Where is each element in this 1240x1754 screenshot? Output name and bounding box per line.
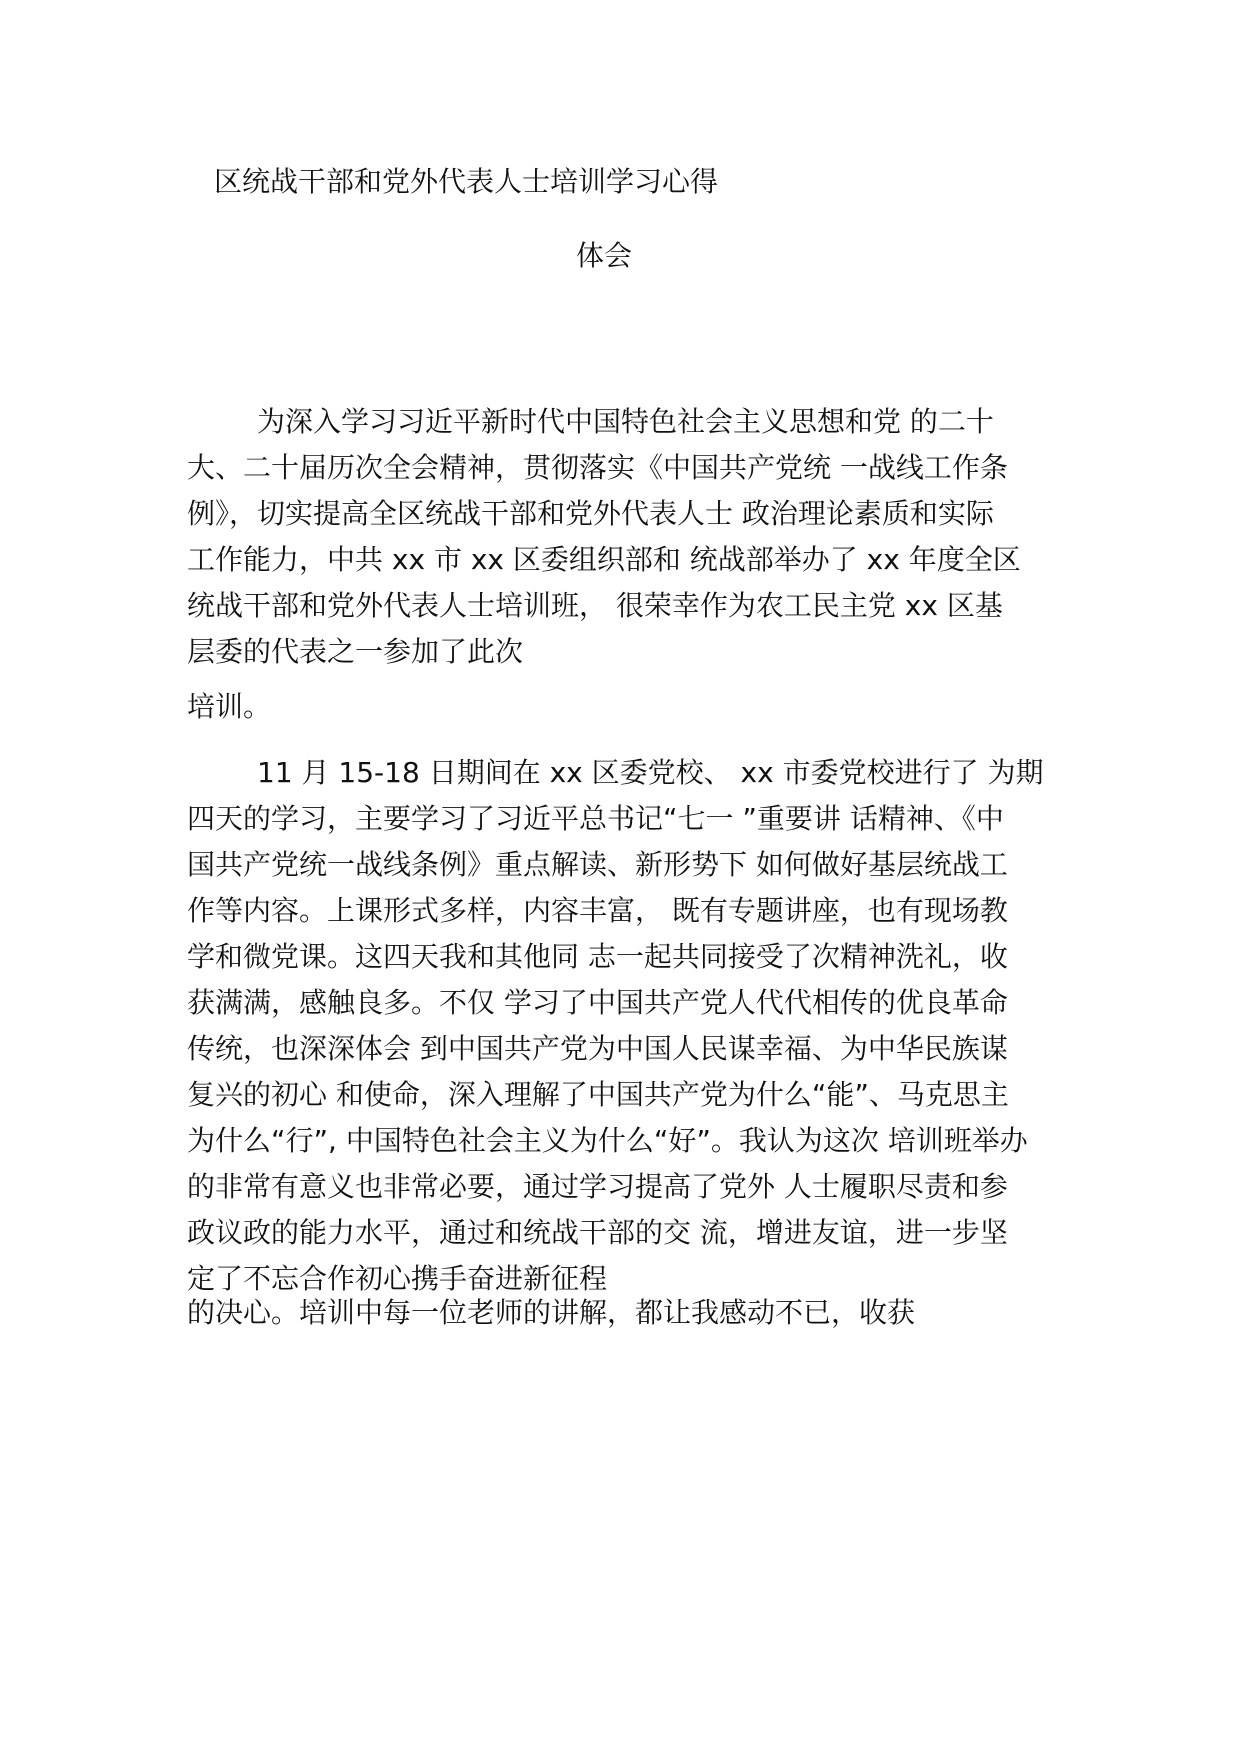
paragraph-1 xyxy=(187,399,1067,675)
paragraph-line: 工作能力，中共 xx 市 xx 区委组织部和 统战部举办了 xx 年度全区 xyxy=(187,543,1021,576)
document-title-continuation: 体会 xyxy=(576,239,633,272)
paragraph-2-tail xyxy=(187,1290,1067,1336)
paragraph-line: 学和微党课。这四天我和其他同 志一起共同接受了次精神洗礼，收 xyxy=(187,940,1008,973)
paragraph-line: 例》，切实提高全区统战干部和党外代表人士 政治理论素质和实际 xyxy=(187,497,994,530)
paragraph-line: 四天的学习，主要学习了习近平总书记“七一 ”重要讲 话精神、《中 xyxy=(187,802,1004,835)
paragraph-line: 层委的代表之一参加了此次 xyxy=(187,635,524,668)
paragraph-line: 为什么“行”, 中国特色社会主义为什么“好”。我认为这次 培训班举办 xyxy=(187,1124,1028,1157)
paragraph-line: 统战干部和党外代表人士培训班， 很荣幸作为农工民主党 xx 区基 xyxy=(187,589,1003,622)
paragraph-2 xyxy=(187,750,1067,1302)
paragraph-line: 作等内容。上课形式多样，内容丰富， 既有专题讲座，也有现场教 xyxy=(187,894,1008,927)
paragraph-line: 培训。 xyxy=(187,690,272,723)
paragraph-line: 为深入学习习近平新时代中国特色社会主义思想和党 的二十 xyxy=(257,405,994,438)
paragraph-line: 的非常有意义也非常必要，通过学习提高了党外 人士履职尽责和参 xyxy=(187,1170,1008,1203)
paragraph-1-tail xyxy=(187,684,1067,730)
document-title: 区统战干部和党外代表人士培训学习心得 xyxy=(214,165,719,198)
paragraph-line: 定了不忘合作初心携手奋进新征程 xyxy=(187,1262,608,1295)
paragraph-line: 大、二十届历次全会精神，贯彻落实《中国共产党统 一战线工作条 xyxy=(187,451,1008,484)
paragraph-line: 复兴的初心 和使命，深入理解了中国共产党为什么“能”、马克思主 xyxy=(187,1078,1009,1111)
paragraph-line: 11 月 15-18 日期间在 xx 区委党校、 xx 市委党校进行了 为期 xyxy=(257,756,1044,789)
paragraph-line: 传统，也深深体会 到中国共产党为中国人民谋幸福、为中华民族谋 xyxy=(187,1032,1008,1065)
paragraph-line: 政议政的能力水平，通过和统战干部的交 流，增进友谊，进一步坚 xyxy=(187,1216,1008,1249)
paragraph-line: 国共产党统一战线条例》重点解读、新形势下 如何做好基层统战工 xyxy=(187,848,1008,881)
paragraph-line: 的决心。培训中每一位老师的讲解，都让我感动不已，收获 xyxy=(187,1296,916,1329)
paragraph-line: 获满满，感触良多。不仅 学习了中国共产党人代代相传的优良革命 xyxy=(187,986,1008,1019)
